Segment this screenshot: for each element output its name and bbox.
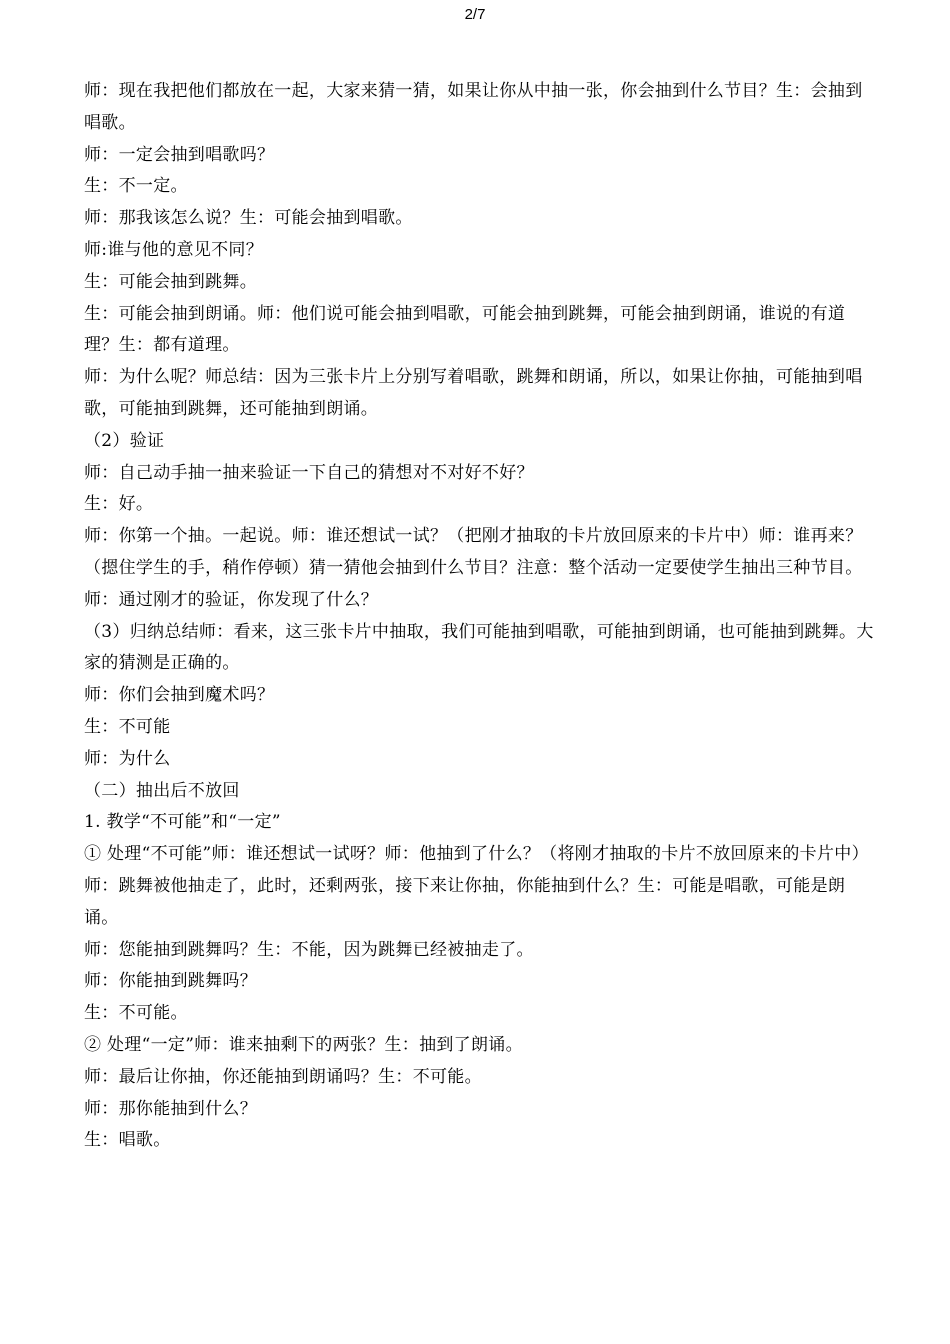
paragraph: 生：好。: [84, 494, 154, 515]
paragraph: 师：最后让你抽，你还能抽到朗诵吗？生：不可能。: [84, 1066, 482, 1087]
paragraph: 师：通过刚才的验证，你发现了什么？: [84, 589, 379, 610]
paragraph: ① 处理“不可能”师：谁还想试一试呀？师：他抽到了什么？（将刚才抽取的卡片不放回原来的卡片中）师：跳舞被他抽走了，此时，还剩两张，接下来让你抽，你能抽到什么？生：可能是唱歌，可能是朗诵。: [84, 844, 869, 928]
paragraph: 师：你们会抽到魔术吗？: [84, 685, 275, 706]
paragraph: （3）归纳总结师：看来，这三张卡片中抽取，我们可能抽到唱歌，可能抽到朗诵，也可能抽到跳舞。大家的猜测是正确的。: [84, 621, 874, 674]
paragraph: 生：不一定。: [84, 176, 188, 197]
section-heading: （2）验证: [84, 430, 165, 451]
paragraph: 生：唱歌。: [84, 1130, 171, 1151]
section-heading: 1. 教学“不可能”和“一定”: [84, 812, 281, 833]
paragraph: 生：不可能: [84, 716, 171, 737]
paragraph: ② 处理“一定”师：谁来抽剩下的两张？生：抽到了朗诵。: [84, 1034, 523, 1055]
section-heading: （二）抽出后不放回: [84, 780, 240, 801]
paragraph: 师：您能抽到跳舞吗？生：不能，因为跳舞已经被抽走了。: [84, 939, 534, 960]
paragraph: 师：现在我把他们都放在一起，大家来猜一猜，如果让你从中抽一张，你会抽到什么节目？生：会抽到唱歌。: [84, 81, 863, 133]
paragraph: 师：你第一个抽。一起说。师：谁还想试一试？（把刚才抽取的卡片放回原来的卡片中）师：谁再来？（摁住学生的手，稍作停顿）猜一猜他会抽到什么节目？注意：整个活动一定要使学生抽出三种节目。: [84, 526, 863, 578]
paragraph: 师：自己动手抽一抽来验证一下自己的猜想对不对好不好？: [84, 462, 534, 483]
paragraph: 师：你能抽到跳舞吗？: [84, 971, 257, 992]
paragraph: 师：为什么: [84, 748, 171, 769]
paragraph: 生：可能会抽到跳舞。: [84, 271, 257, 292]
paragraph: 师:谁与他的意见不同？: [84, 239, 264, 260]
paragraph: 师：一定会抽到唱歌吗？: [84, 144, 275, 165]
paragraph: 师：那你能抽到什么？: [84, 1098, 257, 1119]
page-number: 2/7: [464, 6, 486, 23]
paragraph: 师：为什么呢？师总结：因为三张卡片上分别写着唱歌，跳舞和朗诵，所以，如果让你抽，可能抽到唱歌，可能抽到跳舞，还可能抽到朗诵。: [84, 367, 863, 419]
paragraph: 生：不可能。: [84, 1003, 188, 1024]
paragraph: 师：那我该怎么说？生：可能会抽到唱歌。: [84, 208, 413, 229]
document-body: [84, 76, 874, 1157]
paragraph: 生：可能会抽到朗诵。师：他们说可能会抽到唱歌，可能会抽到跳舞，可能会抽到朗诵，谁说的有道理？生：都有道理。: [84, 303, 846, 356]
